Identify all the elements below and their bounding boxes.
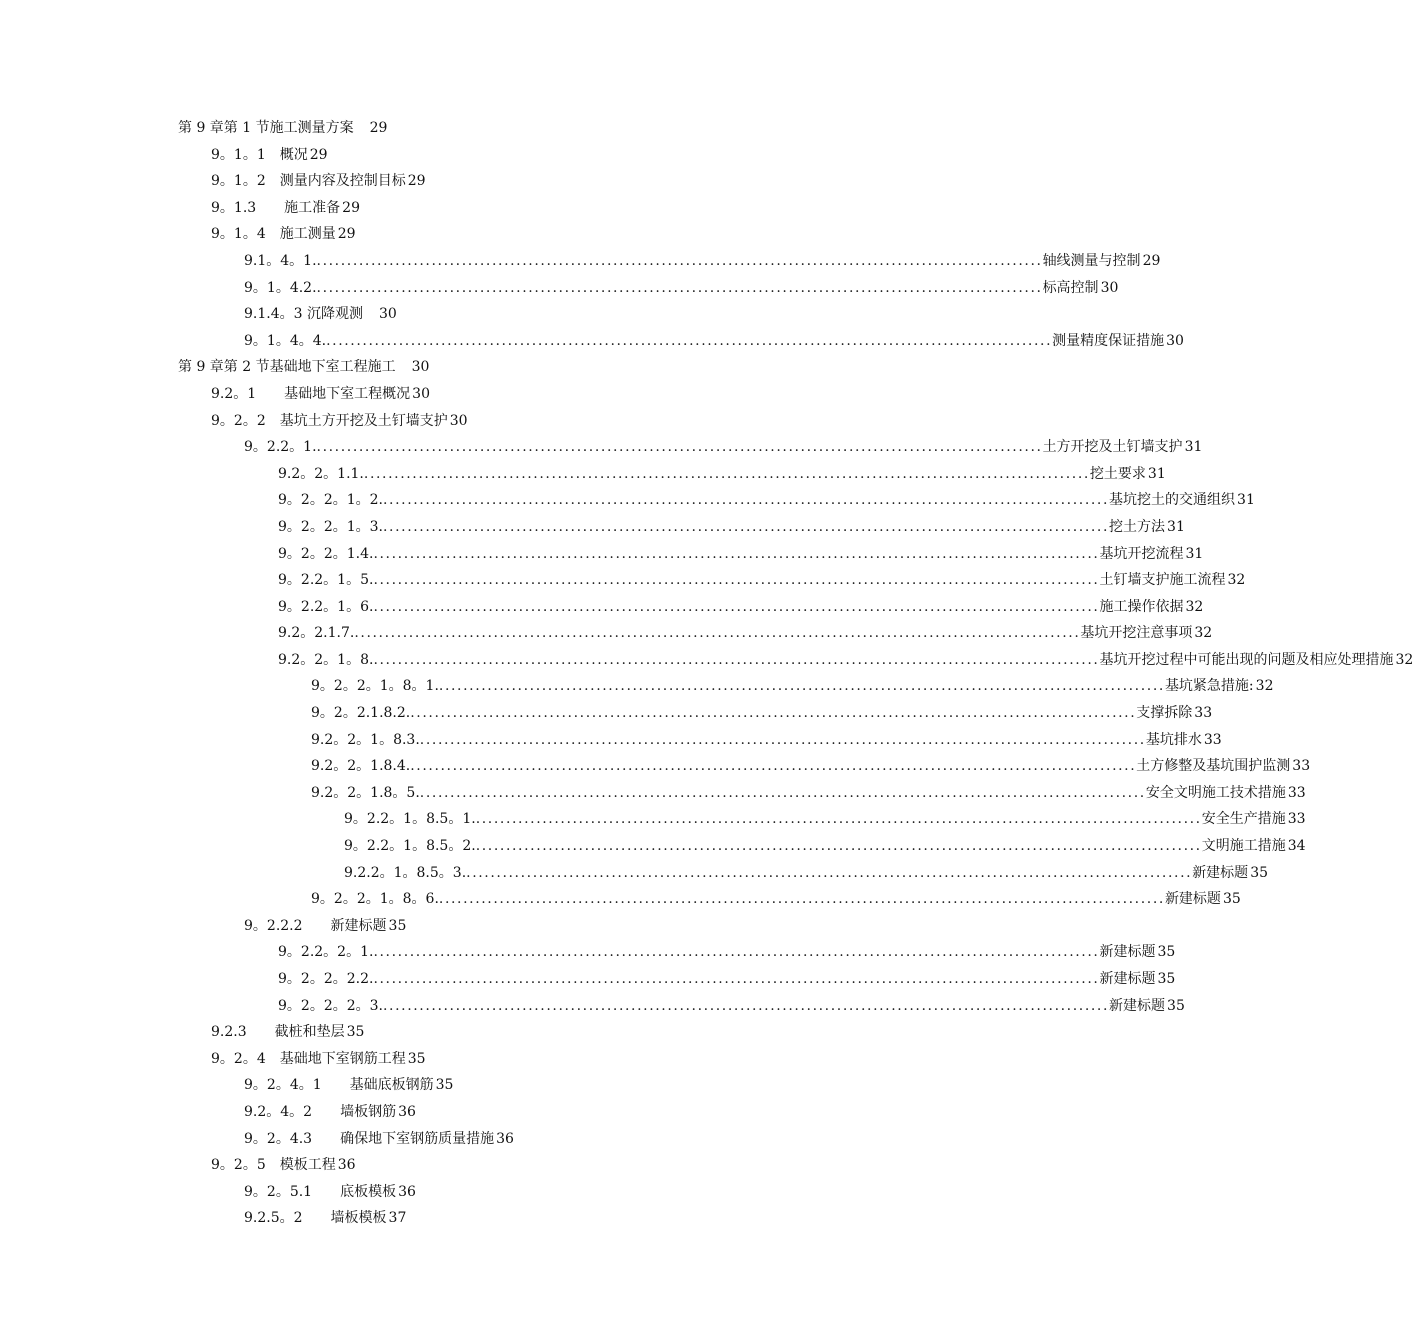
toc-entry-number: 9。2。2。1。3. [278,518,383,535]
toc-entry[interactable] [0,514,1185,541]
toc-entry[interactable] [0,381,950,408]
toc-entry[interactable] [0,301,950,328]
toc-entry-title: 基坑挖土的交通组织 [1109,492,1236,509]
toc-entry[interactable] [0,594,1204,621]
toc-entry-number: 9。2。5.1 [244,1183,313,1200]
dot-leader: ........................................................................................................................ [316,279,1043,296]
toc-entry-number: 9。2。2。1。2. [278,492,383,509]
toc-entry-title: 基坑开挖流程 [1099,545,1184,562]
toc-entry-title: 支撑拆除 [1136,705,1193,722]
toc-entry[interactable] [0,354,950,381]
toc-entry[interactable] [0,993,1185,1020]
toc-page-number: 36 [398,1183,416,1200]
toc-entry-title: 基坑排水 [1145,731,1202,748]
dot-leader: ........................................................................................................................ [354,625,1081,642]
toc-page-number: 35 [407,1050,426,1067]
toc-entry[interactable] [0,753,1311,780]
toc-entry[interactable] [0,487,1255,514]
toc-entry-number: 9.2。2。1.1. [278,465,364,482]
toc-page-number: 35 [346,1024,365,1041]
toc-entry-title: 基坑紧急措施: [1164,678,1254,695]
toc-entry-title: 模板工程 [279,1157,336,1174]
toc-page-number: 29 [369,120,388,136]
toc-page-number: 32 [1395,651,1413,668]
toc-entry-number: 9。1。1 [211,146,266,163]
toc-entry-title: 新建标题 [1099,944,1156,961]
dot-leader: ........................................................................................................................ [373,971,1100,987]
toc-page-number: 33 [1203,731,1222,748]
dot-leader: ........................................................................................................................ [373,598,1100,615]
dot-leader: ........................................................................................................................ [475,811,1202,828]
toc-entry-title: 墙板钢筋 [340,1103,397,1120]
toc-entry-number: 9.2。2。1。8. [278,651,374,668]
toc-page-number: 29 [337,226,356,243]
toc-entry[interactable] [0,408,950,435]
toc-entry[interactable] [0,142,950,169]
dot-leader: ........................................................................................................................ [383,518,1110,535]
dot-leader: ........................................................................................................................ [373,572,1100,589]
toc-entry-title: 概况 [279,146,308,163]
toc-entry-number: 9。1。2 [211,173,266,190]
toc-entry-number: 9。2.2。1。5. [278,572,374,589]
toc-entry-title: 土方修整及基坑围护监测 [1136,758,1291,775]
toc-page-number: 35 [1250,864,1269,881]
toc-entry-number: 9。2。4 [211,1050,266,1067]
toc-entry-number: 9。2.2。2。1. [278,944,374,961]
toc-entry-number: 9.2.2。1。8.5。3. [344,864,467,881]
toc-page-number: 37 [388,1210,407,1227]
toc-page-number: 29 [342,199,360,216]
toc-entry[interactable] [0,1179,950,1206]
toc-page-number: 33 [1287,811,1306,828]
dot-leader: ........................................................................................................................ [475,838,1202,855]
toc-entry[interactable] [0,1126,950,1153]
toc-entry[interactable] [0,1019,950,1046]
toc-page-number: 35 [435,1077,454,1094]
toc-entry[interactable] [0,806,1306,833]
toc-entry[interactable] [0,1046,950,1073]
toc-entry-number: 9.2.5。2 [244,1210,303,1227]
toc-page-number: 30 [1100,279,1119,296]
toc-entry[interactable] [0,939,1176,966]
toc-entry[interactable] [0,541,1204,568]
toc-entry-number: 9。1.3 [211,199,257,216]
toc-page-number: 36 [337,1157,356,1174]
toc-page-number: 36 [496,1130,514,1147]
dot-leader: ........................................................................................................................ [316,252,1043,269]
dot-leader: ........................................................................................................................ [438,891,1165,908]
toc-entry[interactable] [0,966,1176,993]
toc-entry-title: 基坑土方开挖及土钉墙支护 [279,412,448,429]
toc-entry-title: 截桩和垫层 [274,1024,345,1041]
toc-entry-number: 9。2。4。1 [244,1077,322,1094]
toc-page-number: 29 [309,146,328,163]
dot-leader: ........................................................................................................................ [373,651,1100,668]
toc-entry-title: 墙板模板 [330,1210,387,1227]
toc-page-number: 30 [412,385,430,402]
toc-entry-title: 基础地下室钢筋工程 [279,1050,406,1067]
toc-entry[interactable] [0,195,950,222]
toc-page-number: 34 [1287,838,1306,855]
toc-page-number: 29 [1142,252,1161,269]
toc-entry-title: 新建标题 [1164,891,1221,908]
toc-entry-number: 9.2。2。1.8.4. [311,758,411,775]
toc-entry-title: 轴线测量与控制 [1042,252,1141,269]
toc-page-number: 32 [1227,572,1246,589]
toc-entry-title: 确保地下室钢筋质量措施 [340,1130,495,1147]
toc-page-number: 33 [1287,784,1306,801]
toc-entry[interactable] [0,727,1222,754]
toc-page-number: 35 [1157,971,1176,987]
toc-entry-title: 挖土要求 [1089,465,1146,482]
toc-entry-title: 标高控制 [1042,279,1099,296]
toc-entry-number: 9。2.2。1. [244,439,317,456]
toc-page-number: 31 [1184,439,1203,456]
toc-page-number: 35 [1222,891,1241,908]
toc-entry-title: 基础地下室工程概况 [284,385,411,402]
toc-entry-title: 文明施工措施 [1201,838,1286,855]
toc-entry-number: 9。2。2。1.4. [278,545,374,562]
toc-entry[interactable] [0,913,950,940]
toc-entry-title: 底板模板 [340,1183,397,1200]
toc-page-number: 35 [388,917,407,934]
toc-entry-title: 测量精度保证措施 [1052,332,1165,349]
toc-entry-number: 9。2。2。2。3. [278,997,383,1014]
toc-entry-title: 施工准备 [284,199,341,216]
toc-entry-number: 9.2。2。1。8.3. [311,731,420,748]
toc-entry[interactable] [0,886,1241,913]
toc-entry[interactable] [0,833,1306,860]
toc-entry-number: 9。1。4.2. [244,279,317,296]
toc-entry-title: 基础底板钢筋 [349,1077,434,1094]
dot-leader: ........................................................................................................................ [363,465,1090,482]
toc-page-number: 30 [1166,332,1184,349]
toc-page-number: 31 [1185,545,1204,562]
toc-entry-number: 9.2.3 [211,1024,247,1041]
toc-entry-number: 9。1。4 [211,226,266,243]
toc-page-number: 32 [1194,625,1213,642]
toc-entry[interactable] [0,620,1213,647]
toc-entry-number: 第 9 章第 1 节施工测量方案 [178,120,354,136]
toc-entry-number: 9.2。1 [211,385,257,402]
toc-entry[interactable] [0,434,1203,461]
toc-page-number: 33 [1292,758,1311,775]
toc-entry-number: 9。2。4.3 [244,1130,313,1147]
toc-entry[interactable] [0,115,950,142]
toc-entry-number: 9。2。5 [211,1157,266,1174]
toc-entry-number: 第 9 章第 2 节基础地下室工程施工 [178,359,396,376]
toc-entry[interactable] [0,567,1246,594]
dot-leader: ........................................................................................................................ [326,332,1053,349]
dot-leader: ........................................................................................................................ [419,784,1146,801]
toc-entry-number: 9。2.2。1。8.5。2. [344,838,476,855]
toc-page-number: 29 [407,173,426,190]
toc-entry-number: 9。2.2。1。6. [278,598,374,615]
toc-entry-number: 9。2。2。1。8。1. [311,678,439,695]
toc-entry-title: 新建标题 [1109,997,1166,1014]
toc-entry[interactable] [0,221,950,248]
toc-entry-number: 9。2.2。1。8.5。1. [344,811,476,828]
toc-entry[interactable] [0,1072,950,1099]
dot-leader: ........................................................................................................................ [438,678,1165,695]
dot-leader: ........................................................................................................................ [383,492,1110,509]
toc-entry[interactable] [0,860,1269,887]
toc-page-number: 35 [1167,997,1185,1014]
toc-entry-number: 9。2。2 [211,412,266,429]
toc-entry[interactable] [0,647,1413,674]
toc-page-number: 30 [411,359,430,376]
toc-entry-title: 基坑开挖过程中可能出现的问题及相应处理措施 [1099,651,1394,668]
toc-page-number: 30 [378,306,397,323]
toc-page-number: 31 [1147,465,1166,482]
dot-leader: ........................................................................................................................ [410,705,1137,722]
toc-entry[interactable] [0,1205,950,1232]
toc-entry-title: 新建标题 [1099,971,1156,987]
toc-page-number: 33 [1194,705,1213,722]
toc-entry[interactable] [0,673,1274,700]
toc-entry-number: 9。2。2.1.8.2. [311,705,411,722]
dot-leader: ........................................................................................................................ [316,439,1043,456]
toc-page-number: 31 [1237,492,1255,509]
dot-leader: ........................................................................................................................ [410,758,1137,775]
toc-entry[interactable] [0,780,1306,807]
toc-entry-title: 新建标题 [330,917,387,934]
toc-entry-number: 9。2。2。1。8。6. [311,891,439,908]
toc-entry[interactable] [0,275,1119,302]
toc-entry-number: 9。1。4。4. [244,332,327,349]
toc-entry[interactable] [0,168,950,195]
toc-entry[interactable] [0,1152,950,1179]
toc-entry-title: 测量内容及控制目标 [279,173,406,190]
dot-leader: ........................................................................................................................ [383,997,1110,1014]
toc-entry-title: 基坑开挖注意事项 [1080,625,1193,642]
toc-entry-number: 9。2.2.2 [244,917,303,934]
toc-entry-number: 9.2。4。2 [244,1103,313,1120]
toc-page-number: 35 [1157,944,1176,961]
toc-entry-number: 9.1。4。1. [244,252,317,269]
table-of-contents [0,115,1413,1232]
toc-page-number: 30 [449,412,468,429]
toc-page-number: 31 [1167,518,1185,535]
toc-entry-title: 新建标题 [1192,864,1249,881]
toc-entry-number: 9.2。2。1.8。5. [311,784,420,801]
toc-entry-title: 施工测量 [279,226,336,243]
toc-entry-title: 安全文明施工技术措施 [1145,784,1286,801]
toc-entry[interactable] [0,248,1161,275]
toc-page-number: 36 [398,1103,416,1120]
toc-entry-number: 9。2。2。2.2. [278,971,374,987]
dot-leader: ........................................................................................................................ [373,944,1100,961]
toc-entry-title: 施工操作依据 [1099,598,1184,615]
toc-entry[interactable] [0,461,1166,488]
toc-entry-title: 土方开挖及土钉墙支护 [1042,439,1183,456]
dot-leader: ........................................................................................................................ [373,545,1100,562]
toc-page-number: 32 [1185,598,1204,615]
toc-entry-title: 安全生产措施 [1201,811,1286,828]
toc-entry-number: 9.2。2.1.7. [278,625,355,642]
dot-leader: ........................................................................................................................ [419,731,1146,748]
toc-entry-title: 土钉墙支护施工流程 [1099,572,1226,589]
toc-page-number: 32 [1255,678,1274,695]
dot-leader: ........................................................................................................................ [466,864,1193,881]
toc-entry-title: 挖土方法 [1109,518,1166,535]
toc-entry[interactable] [0,328,1184,355]
toc-entry[interactable] [0,1099,950,1126]
toc-entry-number: 9.1.4。3 沉降观测 [244,306,363,323]
toc-entry[interactable] [0,700,1213,727]
